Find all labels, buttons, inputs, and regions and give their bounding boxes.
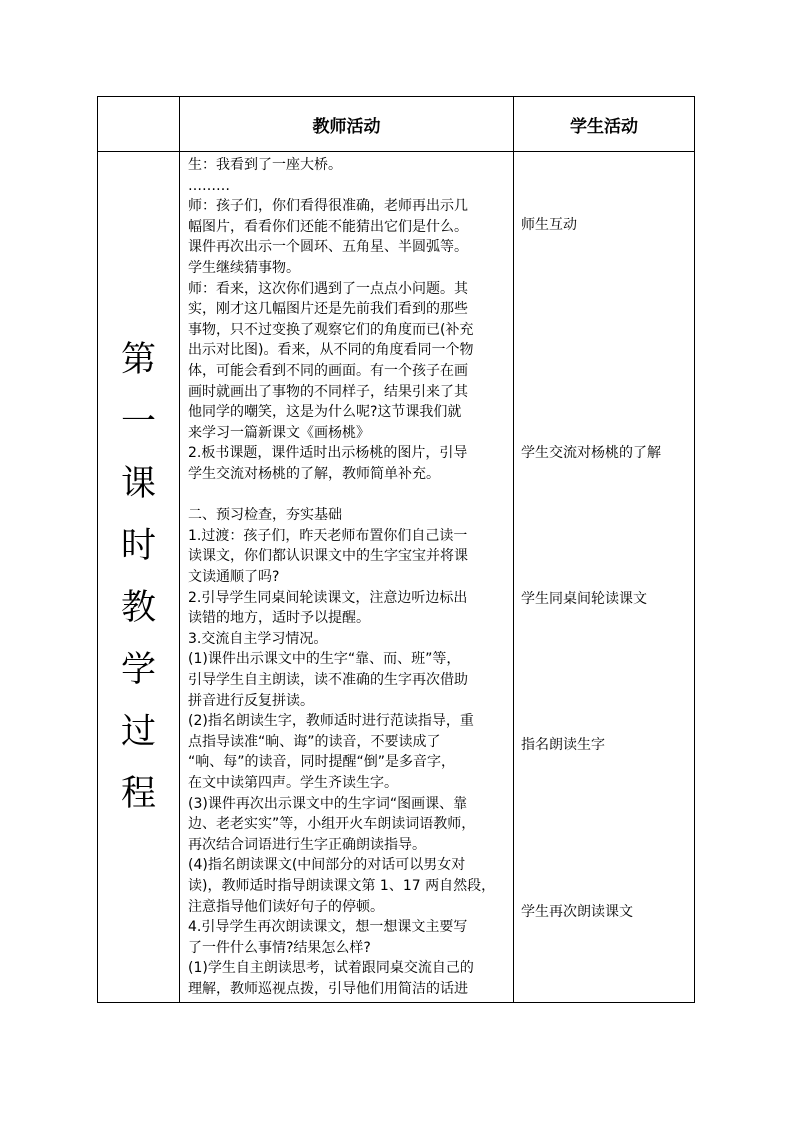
teacher-text-line: 师：看来，这次你们遇到了一点点小问题。其 bbox=[188, 280, 468, 297]
teacher-text-line: “响、每”的读音，同时提醒“倒”是多音字， bbox=[188, 754, 456, 771]
side-title-cell bbox=[98, 152, 180, 1003]
teacher-text-line: 他同学的嘲笑，这是为什么呢?这节课我们就 bbox=[188, 404, 462, 421]
side-title-char: 一 bbox=[120, 402, 156, 442]
side-title-char: 第 bbox=[120, 340, 156, 380]
teacher-text-line: 二、预习检查，夯实基础 bbox=[188, 507, 342, 524]
teacher-text-line: 读错的地方，适时予以提醒。 bbox=[188, 610, 370, 627]
teacher-text-line: 读)，教师适时指导朗读课文第 1、17 两自然段， bbox=[188, 878, 496, 894]
teacher-text-line: 画时就画出了事物的不同样子，结果引来了其 bbox=[188, 383, 468, 400]
lesson-table bbox=[97, 96, 695, 1003]
teacher-text-line: 再次结合词语进行生字正确朗读指导。 bbox=[188, 836, 426, 853]
student-activity-header: 学生活动 bbox=[514, 97, 695, 152]
teacher-activity-cell bbox=[180, 152, 514, 1003]
side-title-char: 学 bbox=[120, 650, 156, 690]
teacher-text-line: 1.过渡：孩子们，昨天老师布置你们自己读一 bbox=[188, 527, 468, 544]
teacher-text-line: 边、老老实实”等，小组开火车朗读词语教师， bbox=[188, 816, 476, 833]
teacher-text-line: (4)指名朗读课文(中间部分的对话可以男女对 bbox=[188, 857, 466, 874]
teacher-text-line: (3)课件再次出示课文中的生字词“图画课、靠 bbox=[188, 795, 468, 812]
teacher-text-line: 了一件什么事情?结果怎么样? bbox=[188, 939, 371, 956]
teacher-text-line: 理解，教师巡视点拨，引导他们用简洁的话进 bbox=[188, 981, 468, 997]
student-activity-cell bbox=[514, 152, 695, 1003]
teacher-text-line: 来学习一篇新课文《画杨桃》 bbox=[188, 424, 370, 441]
student-note: 学生交流对杨桃的了解 bbox=[521, 445, 661, 461]
teacher-text-line: 出示对比图)。看来，从不同的角度看同一个物 bbox=[188, 342, 474, 359]
teacher-text-line: 注意指导他们读好句子的停顿。 bbox=[188, 898, 384, 915]
teacher-text-line: 引导学生自主朗读，读不准确的生字再次借助 bbox=[188, 672, 468, 688]
teacher-text-line: (1)学生自主朗读思考，试着跟同桌交流自己的 bbox=[188, 960, 474, 977]
teacher-text-line: 学生继续猜事物。 bbox=[188, 260, 300, 276]
teacher-text-line: 体，可能会看到不同的画面。有一个孩子在画 bbox=[188, 363, 468, 379]
teacher-text-line: 在文中读第四声。学生齐读生字。 bbox=[188, 775, 398, 791]
teacher-text-line: (1)课件出示课文中的生字“靠、而、班”等， bbox=[188, 651, 461, 668]
teacher-text-line: 2.引导学生同桌间轮读课文，注意边听边标出 bbox=[188, 589, 468, 606]
corner-cell bbox=[98, 97, 180, 152]
teacher-text-line: 实，刚才这几幅图片还是先前我们看到的那些 bbox=[188, 301, 468, 318]
teacher-text-line: 事物，只不过变换了观察它们的角度而已(补充 bbox=[188, 321, 474, 338]
side-title-char: 程 bbox=[120, 774, 156, 814]
teacher-text-line: 学生交流对杨桃的了解，教师简单补充。 bbox=[188, 466, 440, 482]
side-title-char: 时 bbox=[120, 526, 156, 566]
teacher-text-line: 幅图片，看看你们还能不能猜出它们是什么。 bbox=[188, 218, 468, 235]
side-title-char: 过 bbox=[120, 712, 156, 752]
teacher-text-line: 师：孩子们，你们看得很准确，老师再出示几 bbox=[188, 198, 468, 215]
teacher-text-line: 3.交流自主学习情况。 bbox=[188, 630, 328, 647]
teacher-text-line: 4.引导学生再次朗读课文，想一想课文主要写 bbox=[188, 919, 468, 936]
student-note: 学生再次朗读课文 bbox=[521, 904, 633, 920]
teacher-text-line: 文读通顺了吗? bbox=[188, 569, 280, 585]
side-title-char: 教 bbox=[120, 588, 156, 628]
teacher-text-line: 课件再次出示一个圆环、五角星、半圆弧等。 bbox=[188, 239, 468, 256]
teacher-text-line: 2.板书课题，课件适时出示杨桃的图片，引导 bbox=[188, 445, 468, 462]
side-title-char: 课 bbox=[120, 464, 156, 504]
teacher-text-line: 拼音进行反复拼读。 bbox=[188, 692, 314, 709]
teacher-text-line: 点指导读准“晌、诲”的读音，不要读成了 bbox=[188, 733, 441, 750]
teacher-text-line: 读课文，你们都认识课文中的生字宝宝并将课 bbox=[188, 548, 468, 565]
student-note: 师生互动 bbox=[521, 217, 577, 233]
student-note: 学生同桌间轮读课文 bbox=[521, 591, 647, 607]
teacher-activity-header: 教师活动 bbox=[180, 97, 514, 152]
teacher-text-line: (2)指名朗读生字，教师适时进行范读指导，重 bbox=[188, 713, 474, 730]
side-title bbox=[119, 329, 159, 825]
teacher-text-line: 生：我看到了一座大桥。 bbox=[188, 157, 342, 173]
student-note: 指名朗读生字 bbox=[521, 737, 605, 753]
teacher-text-line: ……… bbox=[188, 177, 230, 194]
